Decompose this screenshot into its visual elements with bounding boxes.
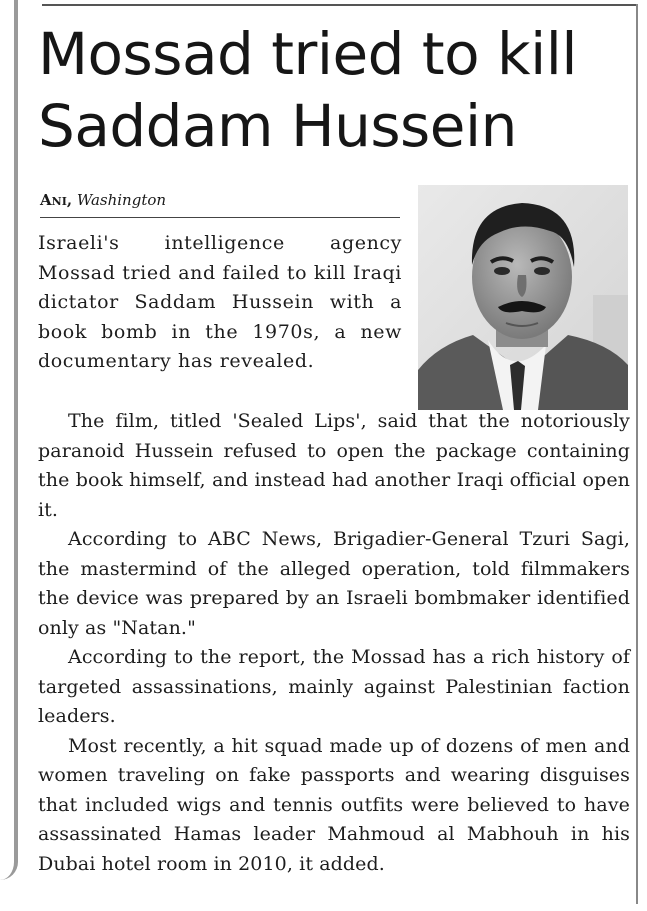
article-body (38, 407, 630, 879)
byline-agency: Ani, (40, 191, 73, 209)
top-rule-divider (42, 4, 637, 6)
portrait-photo-icon (418, 185, 628, 410)
byline-location: Washington (76, 191, 167, 209)
body-paragraph: According to the report, the Mossad has a rich history of targeted assassinations, mainly against Palestinian faction leaders. (38, 646, 630, 727)
page-edge (0, 0, 18, 880)
body-paragraph: The film, titled 'Sealed Lips', said that the notoriously paranoid Hussein refused to open the package containing the book himself, and instead had another Iraqi official open it. (38, 410, 630, 521)
body-paragraph: Most recently, a hit squad made up of dozens of men and women traveling on fake passports and wearing disguises that included wigs and tennis outfits were believed to have assassinated Hamas leader Mahmoud al Mabhouh in his Dubai hotel room in 2010, it added. (38, 734, 630, 875)
body-paragraph: According to ABC News, Brigadier-General Tzuri Sagi, the mastermind of the alleged operation, told filmmakers the device was prepared by an Israeli bombmaker identified only as "Natan." (38, 528, 630, 639)
byline-divider (40, 217, 400, 218)
lead-paragraph: Israeli's intelligence agency Mossad tried and failed to kill Iraqi dictator Saddam Hussein with a book bomb in the 1970s, a new documentary has revealed. (38, 232, 402, 372)
byline (40, 190, 166, 210)
portrait-photo (418, 185, 628, 410)
headline: Mossad tried to kill Saddam Hussein (38, 20, 577, 160)
